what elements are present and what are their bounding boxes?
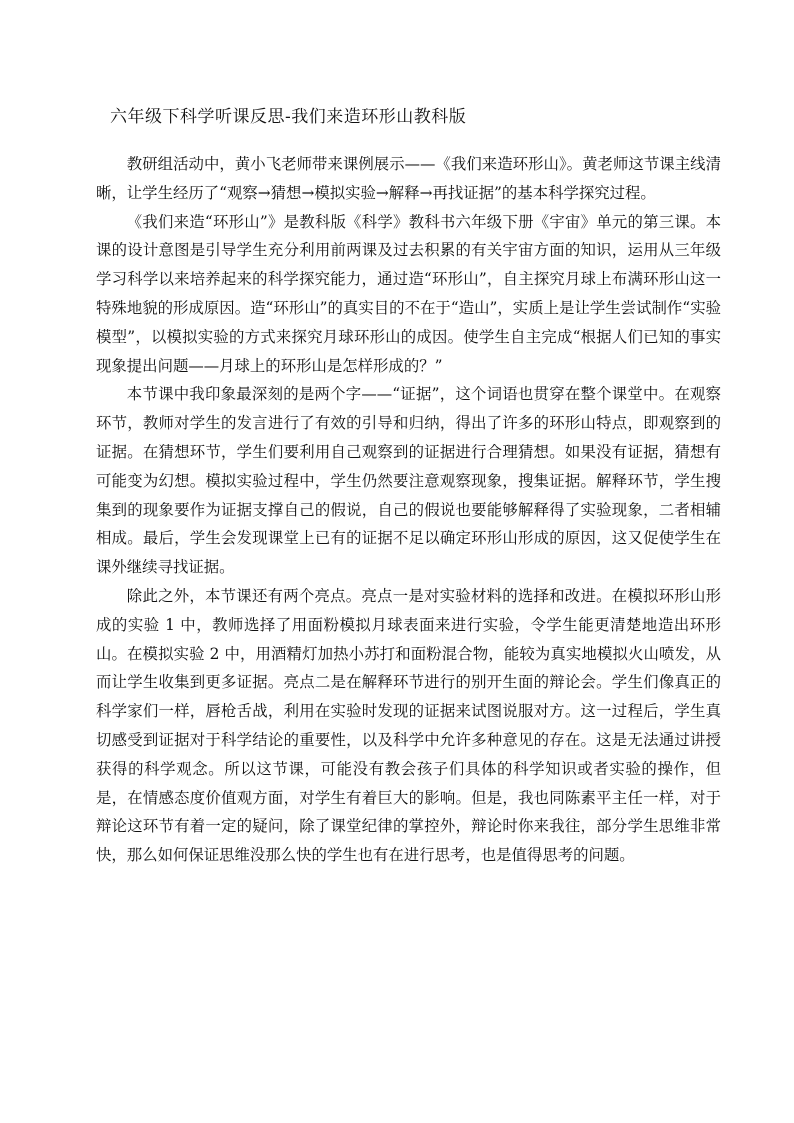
paragraph-lesson-design: 《我们来造“环形山”》是教科版《科学》教科书六年级下册《宇宙》单元的第三课。本课的设计意图是引导学生充分利用前两课及过去积累的有关宇宙方面的知识，运用从三年级学习科学以来培养起来的科学探究能力，通过造“环形山”，自主探究月球上布满环形山这一特殊地貌的形成原因。造“环形山”的真实目的不在于“造山”，实质上是让学生尝试制作“实验模型”，以模拟实验的方式来探究月球环形山的成因。使学生自主完成“根据人们已知的事实现象提出问题——月球上的环形山是怎样形成的？” <box>96 212 721 375</box>
paragraph-evidence: 本节课中我印象最深刻的是两个字——“证据”，这个词语也贯穿在整个课堂中。在观察环节，教师对学生的发言进行了有效的引导和归纳，得出了许多的环形山特点，即观察到的证据。在猜想环节，学生们要利用自己观察到的证据进行合理猜想。如果没有证据，猜想有可能变为幻想。模拟实验过程中，学生仍然要注意观察现象，搜集证据。解释环节，学生搜集到的现象要作为证据支撑自己的假说，自己的假说也要能够解释得了实验现象，二者相辅相成。最后，学生会发现课堂上已有的证据不足以确定环形山形成的原因，这又促使学生在课外继续寻找证据。 <box>96 385 721 577</box>
paragraph-intro: 教研组活动中，黄小飞老师带来课例展示——《我们来造环形山》。黄老师这节课主线清晰，让学生经历了“观察→猜想→模拟实验→解释→再找证据”的基本科学探究过程。 <box>96 155 721 202</box>
paragraph-highlights: 除此之外，本节课还有两个亮点。亮点一是对实验材料的选择和改进。在模拟环形山形成的实验 1 中，教师选择了用面粉模拟月球表面来进行实验，令学生能更清楚地造出环形山。在模拟实验 2 中，用酒精灯加热小苏打和面粉混合物，能较为真实地模拟火山喷发，从而让学生收集到更多证据。亮点二是在解释环节进行的别开生面的辩论会。学生们像真正的科学家们一样，唇枪舌战，利用在实验时发现的证据来试图说服对方。这一过程后，学生真切感受到证据对于科学结论的重要性，以及科学中允许多种意见的存在。这是无法通过讲授获得的科学观念。所以这节课，可能没有教会孩子们具体的科学知识或者实验的操作，但是，在情感态度价值观方面，对学生有着巨大的影响。但是，我也同陈素平主任一样，对于辩论这环节有着一定的疑问，除了课堂纪律的掌控外，辩论时你来我往，部分学生思维非常快，那么如何保证思维没那么快的学生也有在进行思考，也是值得思考的问题。 <box>96 586 721 865</box>
document-title: 六年级下科学听课反思-我们来造环形山教科版 <box>110 107 467 127</box>
document-body <box>96 150 721 870</box>
